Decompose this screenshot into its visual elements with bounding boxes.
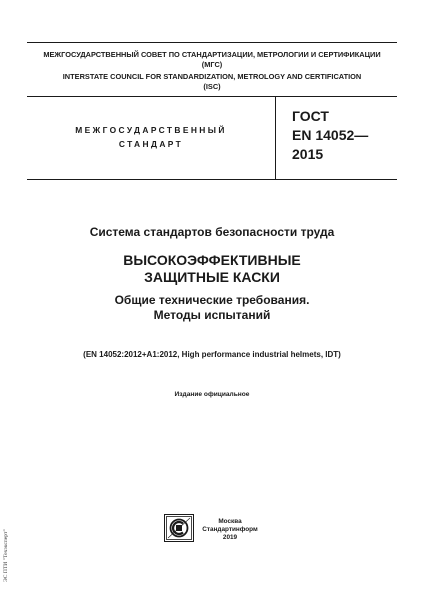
publisher-name: Стандартинформ [202, 526, 258, 534]
system-title: Система стандартов безопасности труда [89, 225, 335, 239]
top-rule [27, 42, 397, 43]
council-name-ru-line1: МЕЖГОСУДАРСТВЕННЫЙ СОВЕТ ПО СТАНДАРТИЗАЦИИ, МЕТРОЛОГИИ И СЕРТИФИКАЦИИ [43, 50, 381, 59]
subtitle-line2: Методы испытаний [153, 308, 271, 322]
council-abbr-ru: (МГС) [201, 60, 223, 69]
subtitle-line1: Общие технические требования. [114, 293, 310, 307]
main-title [20, 252, 404, 286]
gost-designation [292, 107, 368, 164]
council-abbr-en: (ISC) [203, 82, 221, 91]
standard-label [27, 123, 275, 151]
publisher-year: 2019 [222, 534, 238, 542]
bottom-rule [27, 179, 397, 180]
main-title-line1: ВЫСОКОЭФФЕКТИВНЫЕ [123, 252, 301, 268]
main-title-line2: ЗАЩИТНЫЕ КАСКИ [144, 269, 280, 285]
gost-year: 2015 [292, 146, 324, 162]
publisher-block [197, 518, 263, 543]
standard-label-line2: СТАНДАРТ [118, 139, 184, 149]
edition-label: Издание официальное [174, 391, 250, 398]
publisher-city: Москва [218, 518, 242, 525]
council-name-ru [20, 50, 404, 70]
vertical-rule [275, 96, 276, 179]
header-rule [27, 96, 397, 97]
standartinform-logo-icon [164, 514, 194, 542]
council-name-en-line1: INTERSTATE COUNCIL FOR STANDARDIZATION, METROLOGY AND CERTIFICATION [62, 72, 362, 81]
side-watermark: ЭС ПТИ "Техэксперт" [3, 529, 9, 582]
standard-label-line1: МЕЖГОСУДАРСТВЕННЫЙ [75, 125, 227, 135]
gost-number: EN 14052— [292, 127, 369, 143]
gost-word: ГОСТ [292, 108, 329, 124]
council-name-en [20, 72, 404, 92]
en-reference: (EN 14052:2012+A1:2012, High performance industrial helmets, IDT) [83, 350, 341, 359]
subtitle [20, 293, 404, 323]
